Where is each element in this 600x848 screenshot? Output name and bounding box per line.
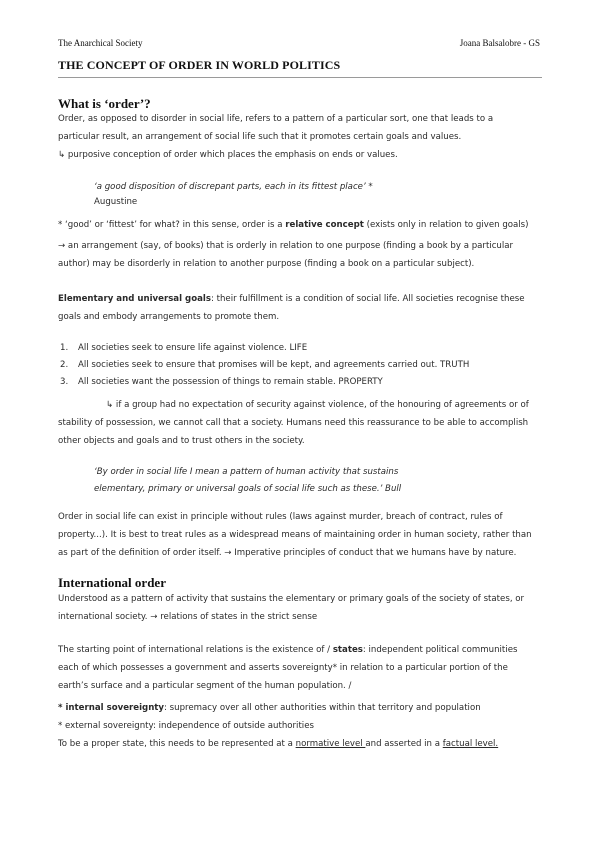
underlined-term: normative level [295,739,366,749]
text-line: goals and embody arrangements to promote them. [58,312,280,322]
text-line: each of which possesses a government and asserts sovereignty* in relation to a particular portion of the [58,663,508,673]
text-line: ↳ purposive conception of order which places the emphasis on ends or values. [58,150,398,160]
paragraph-definition [58,110,544,164]
bold-term: Elementary and universal goals [58,294,211,304]
goals-list [58,340,544,391]
text-line: ‘By order in social life I mean a pattern of human activity that sustains [94,467,399,477]
paragraph-books-example [58,237,544,273]
text-run: The starting point of international relations is the existence of / [58,645,333,655]
quote-augustine: ‘a good disposition of discrepant parts, each in its fittest place’ * [94,182,373,192]
text-line: → an arrangement (say, of books) that is orderly in relation to one purpose (finding a book by a particular [58,241,514,251]
text-line: * external sovereignty: independence of outside authorities [58,721,314,731]
text-run: * ‘good’ or ‘fittest’ for what? in this sense, order is a [58,220,286,230]
text-line: international society. → relations of states in the strict sense [58,612,318,622]
text-line: elementary, primary or universal goals of social life such as these.’ Bull [94,484,402,494]
underlined-term: factual level. [442,739,499,749]
text-run: : independent political communities [362,645,518,655]
paragraph-security [58,396,544,450]
text-line: Order, as opposed to disorder in social life, refers to a pattern of a particular sort, one that leads to a [58,114,494,124]
list-number: 1. [60,343,69,353]
text-line: author) may be disorderly in relation to another purpose (finding a book on a particular subject). [58,259,475,269]
bold-term: states [332,645,363,655]
text-run: and asserted in a [365,739,443,749]
quote-author: Augustine [94,197,138,207]
paragraph-rules [58,508,544,562]
page-title: THE CONCEPT OF ORDER IN WORLD POLITICS [58,58,542,78]
text-run: (exists only in relation to given goals) [363,220,529,230]
section-heading-international: International order [58,575,166,590]
section-heading-order: What is ‘order’? [58,96,151,111]
list-number: 3. [60,377,69,387]
list-text: All societies want the possession of things to remain stable. PROPERTY [78,377,383,387]
paragraph-international-order [58,590,544,626]
list-item [58,374,544,391]
list-number: 2. [60,360,69,370]
text-run: To be a proper state, this needs to be represented at a [58,739,296,749]
text-line: earth’s surface and a particular segment of the human population. / [58,681,352,691]
paragraph-states [58,641,544,695]
paragraph-goals [58,290,544,326]
text-line: other objects and goals and to trust others in the society. [58,436,305,446]
text-line: property...). It is best to treat rules as a widespread means of maintaining order in human society, rather than [58,530,532,540]
text-line: particular result, an arrangement of social life such that it promotes certain goals and values. [58,132,462,142]
text-run: : supremacy over all other authorities within that territory and population [164,703,481,713]
text-line: as part of the definition of order itself. → Imperative principles of conduct that we humans have by nature. [58,548,517,558]
running-header-left: The Anarchical Society [58,38,143,48]
text-line [58,290,544,308]
sovereignty-notes [58,699,544,753]
text-line [58,735,544,753]
text-line [58,699,544,717]
quote-bull [94,464,401,498]
list-text: All societies seek to ensure life against violence. LIFE [78,343,308,353]
paragraph-relative-concept [58,216,544,234]
bold-term: * internal sovereignty [58,703,165,713]
list-item [58,340,544,357]
text-run: : their fulfillment is a condition of social life. All societies recognise these [210,294,525,304]
bold-term: relative concept [285,220,364,230]
text-line: Understood as a pattern of activity that sustains the elementary or primary goals of the society of states, or [58,594,525,604]
list-item [58,357,544,374]
list-text: All societies seek to ensure that promises will be kept, and agreements carried out. TRUTH [78,360,470,370]
running-header-right: Joana Balsalobre - GS [459,38,540,48]
text-line: ↳ if a group had no expectation of security against violence, of the honouring of agreements or of [106,400,529,410]
text-line: stability of possession, we cannot call that a society. Humans need this reassurance to be able to accomplish [58,418,529,428]
text-line: Order in social life can exist in principle without rules (laws against murder, breach of contract, rules of [58,512,503,522]
text-line [58,641,544,659]
